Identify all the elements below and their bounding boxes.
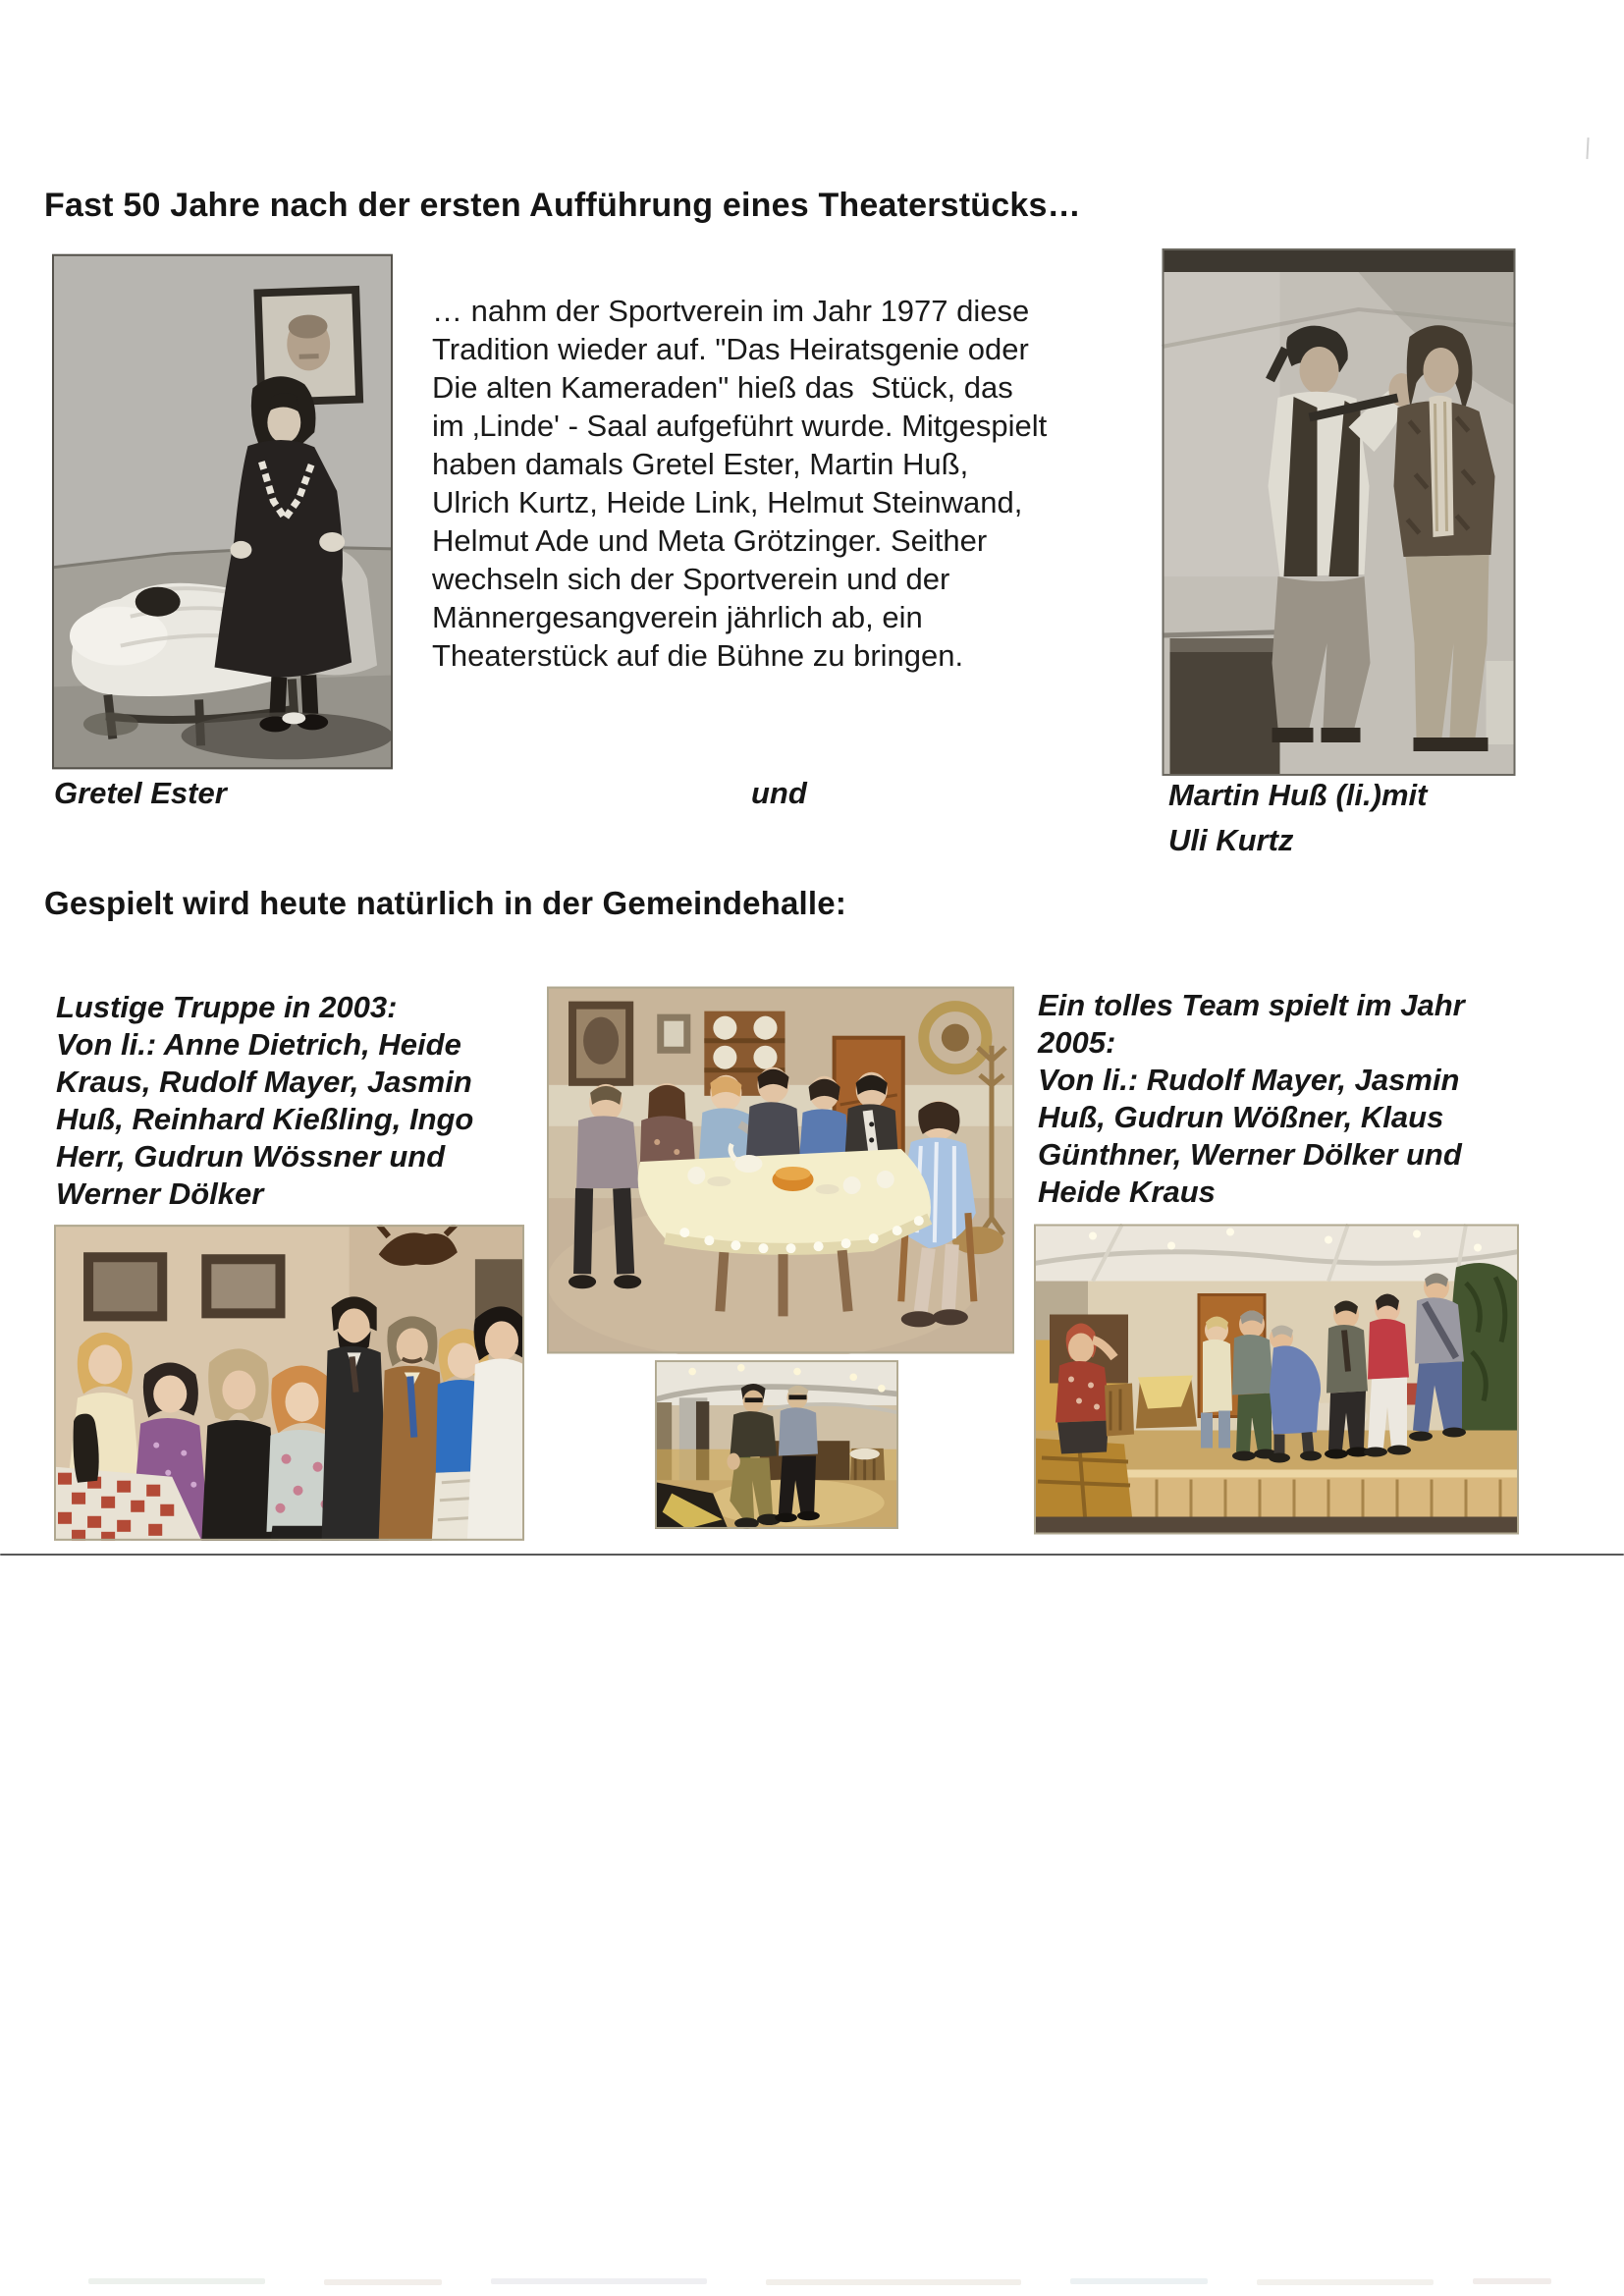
bleed-speck: [766, 2279, 1021, 2285]
dinner-photo-art: [547, 986, 1014, 1354]
photo-dinner-table: [547, 986, 1014, 1354]
photo-group-2003: [54, 1225, 524, 1541]
caption-gretel-ester: Gretel Ester: [54, 776, 227, 810]
headline-gemeindehalle: Gespielt wird heute natürlich in der Gemeindehalle:: [44, 885, 847, 921]
bleed-speck: [491, 2278, 707, 2284]
text-line: Martin Huß (li.)mit: [1168, 778, 1428, 812]
text-line: im ‚Linde' - Saal aufgeführt wurde. Mitgespielt: [432, 409, 1048, 443]
text-line: … nahm der Sportverein im Jahr 1977 diese: [432, 294, 1030, 328]
intro-paragraph: [432, 292, 1178, 675]
text-line: Theaterstück auf die Bühne zu bringen.: [432, 638, 964, 673]
scan-speck: [1586, 137, 1589, 159]
photo-two-men-sunglasses: [655, 1355, 898, 1534]
text-line: Huß, Gudrun Wößner, Klaus: [1038, 1100, 1444, 1134]
text-line: Ulrich Kurtz, Heide Link, Helmut Steinwand,: [432, 485, 1023, 519]
caption-martin-uli: [1168, 773, 1427, 863]
bleed-speck: [324, 2279, 442, 2285]
text-line: wechseln sich der Sportverein und der: [432, 562, 950, 596]
text-line: Günthner, Werner Dölker und: [1038, 1137, 1462, 1172]
photo-martin-uli: [1162, 248, 1516, 776]
bleed-speck: [1070, 2278, 1208, 2284]
gretel-photo-art: [52, 253, 393, 770]
scan-artifact-line: [0, 1554, 1624, 1556]
text-line: haben damals Gretel Ester, Martin Huß,: [432, 447, 969, 481]
text-line: Uli Kurtz: [1168, 823, 1294, 857]
text-line: Heide Kraus: [1038, 1175, 1216, 1209]
photo-stage-2005: [1034, 1224, 1519, 1535]
text-line: Von li.: Anne Dietrich, Heide: [56, 1027, 461, 1062]
text-line: Tradition wieder auf. "Das Heiratsgenie oder: [432, 332, 1029, 366]
text-line: Helmut Ade und Meta Grötzinger. Seither: [432, 523, 988, 558]
caption-und: und: [751, 776, 807, 810]
text-line: 2005:: [1038, 1025, 1116, 1060]
text-line: Kraus, Rudolf Mayer, Jasmin: [56, 1065, 472, 1099]
martin-photo-art: [1162, 248, 1516, 776]
caption-2005: [1038, 987, 1465, 1211]
text-line: Ein tolles Team spielt im Jahr: [1038, 988, 1465, 1022]
caption-2003: [56, 989, 473, 1213]
small-photo-art: [655, 1355, 898, 1534]
text-line: Huß, Reinhard Kießling, Ingo: [56, 1102, 474, 1136]
bleed-speck: [1473, 2278, 1551, 2284]
bleed-through-row: [79, 2278, 1551, 2286]
photo-gretel-ester: [52, 253, 393, 770]
text-line: Werner Dölker: [56, 1176, 264, 1211]
stage-photo-art: [1034, 1224, 1519, 1535]
text-line: Von li.: Rudolf Mayer, Jasmin: [1038, 1063, 1460, 1097]
text-line: Herr, Gudrun Wössner und: [56, 1139, 446, 1174]
bleed-speck: [1257, 2279, 1434, 2285]
text-line: Männergesangverein jährlich ab, ein: [432, 600, 923, 634]
text-line: Die alten Kameraden" hieß das Stück, das: [432, 370, 1013, 405]
headline-main: Fast 50 Jahre nach der ersten Aufführung eines Theaterstücks…: [44, 187, 1081, 224]
bleed-speck: [88, 2278, 265, 2284]
text-line: Lustige Truppe in 2003:: [56, 990, 398, 1024]
group-photo-art: [54, 1225, 524, 1541]
